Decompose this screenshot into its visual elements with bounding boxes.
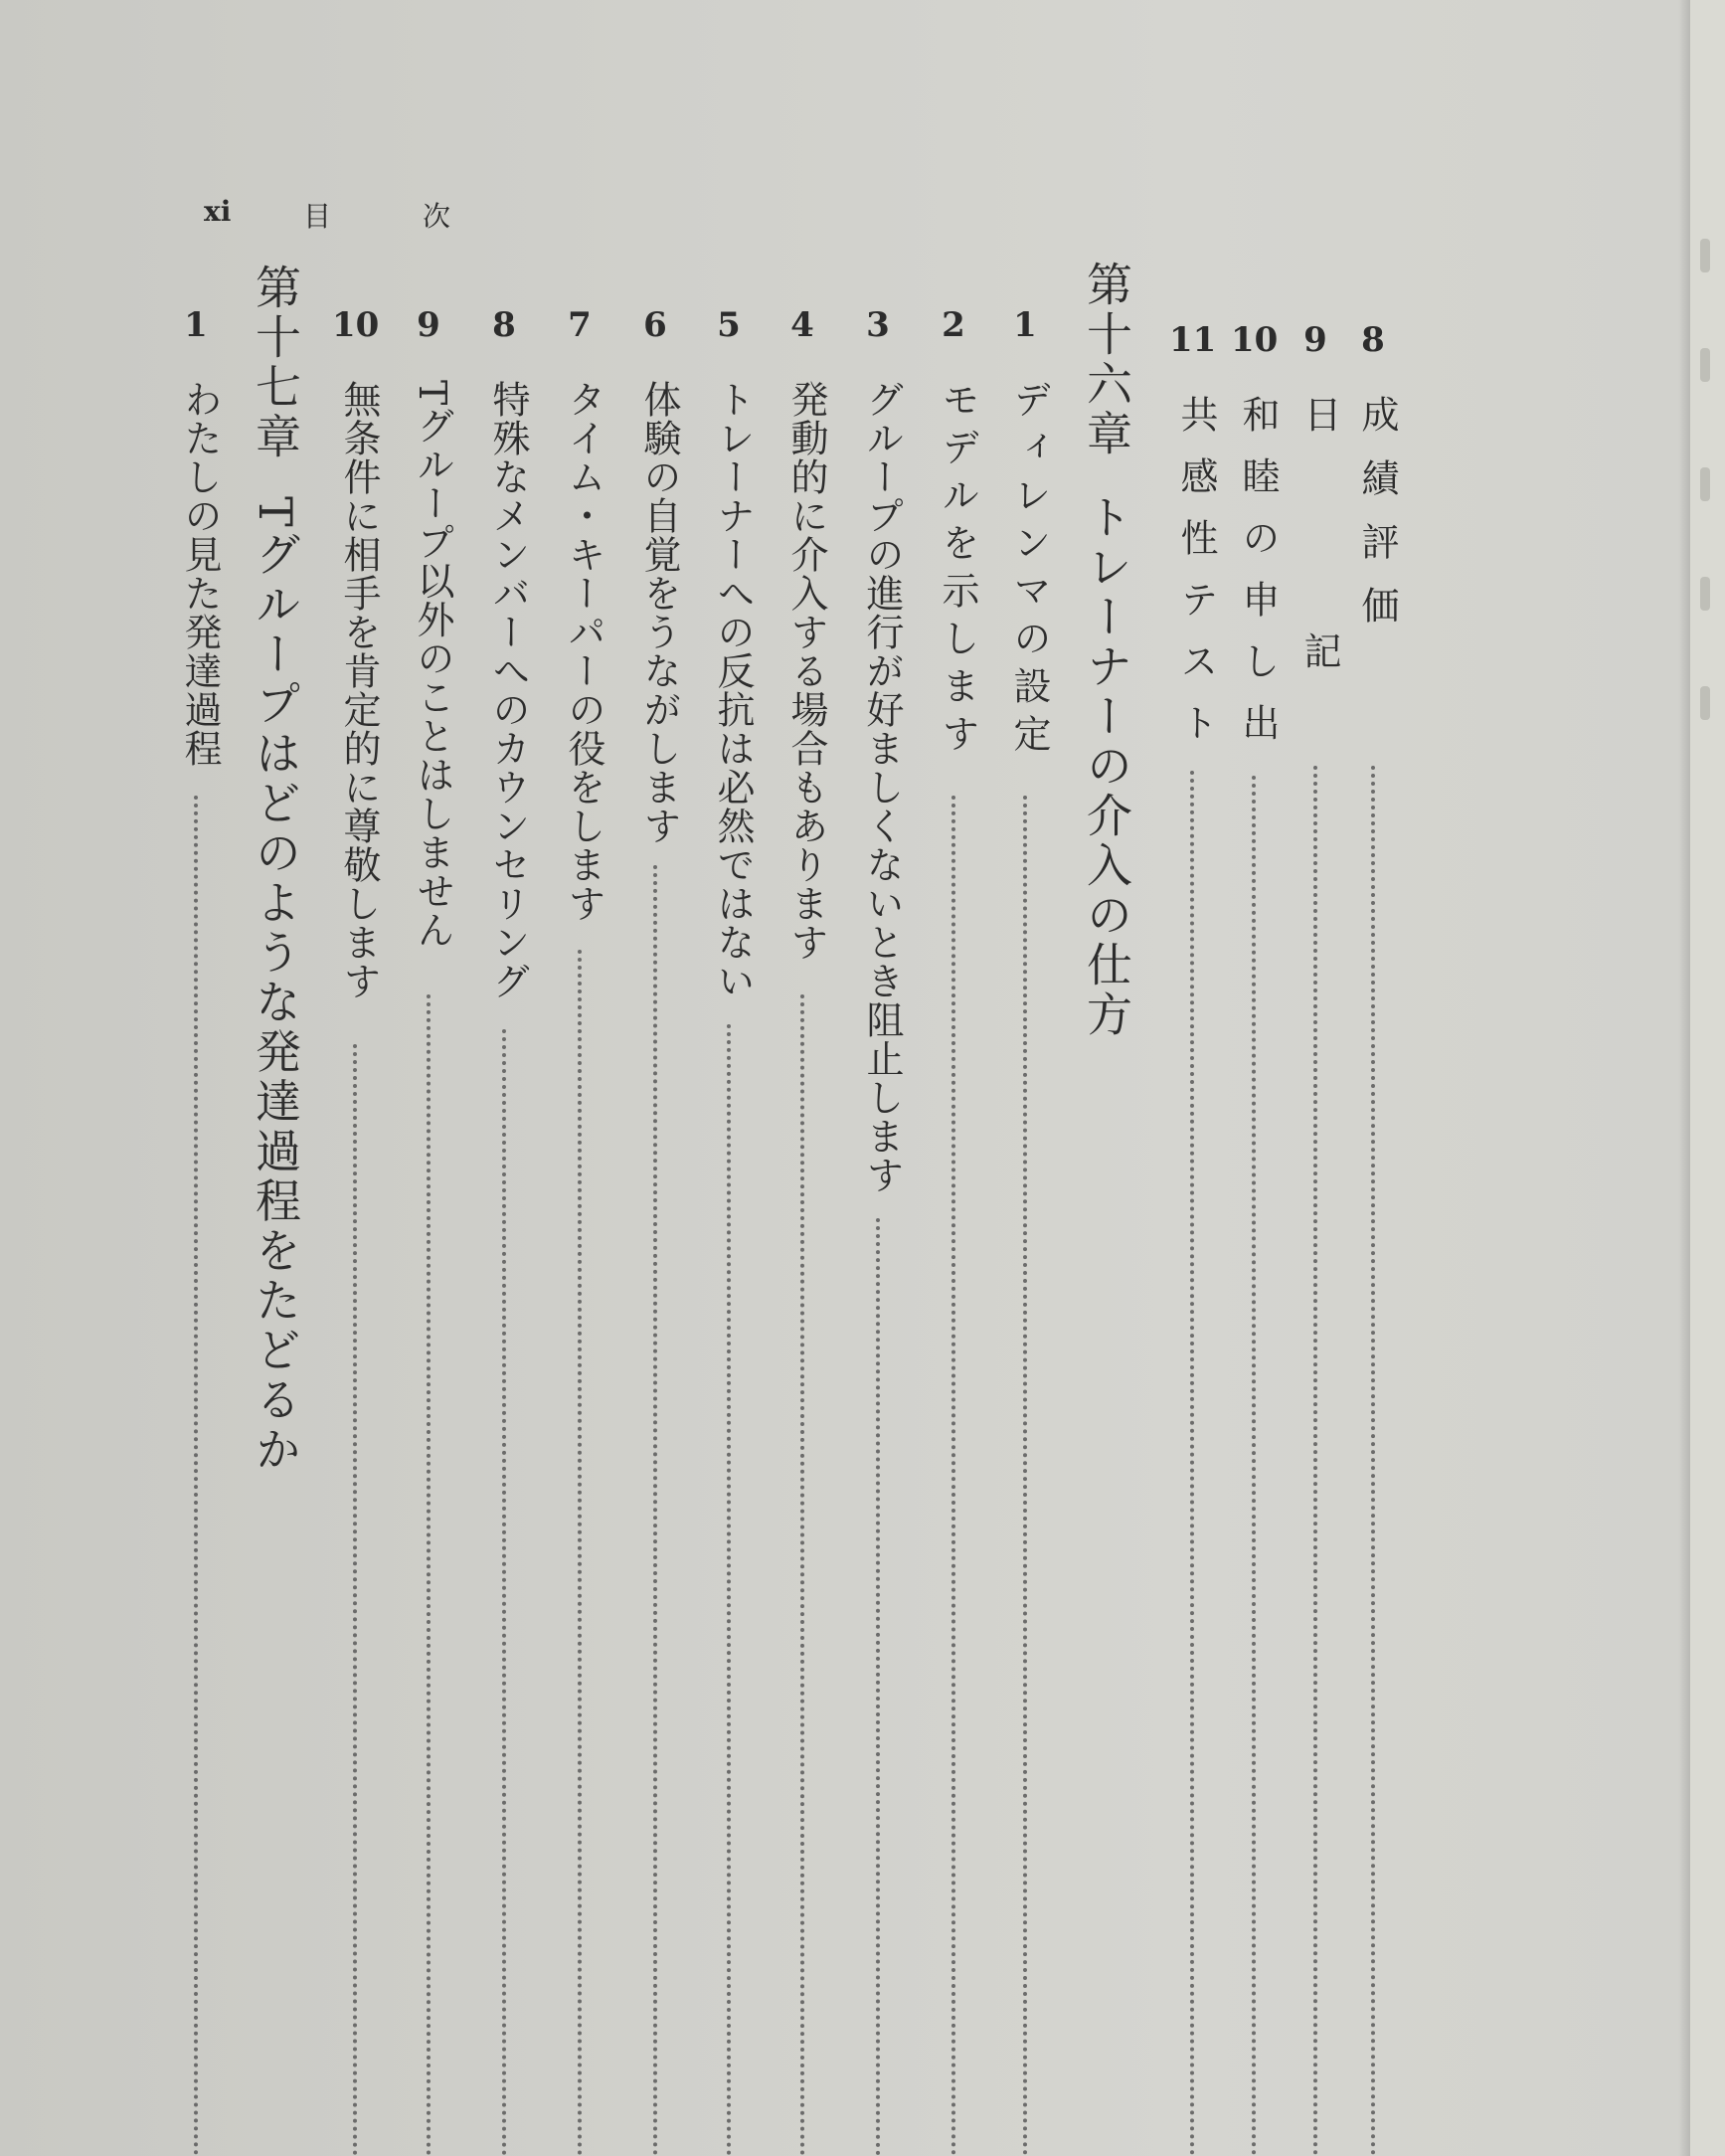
entry-title: 和睦の申し出 [1236, 395, 1280, 765]
entry-title: 体験の自覚をうながします [637, 380, 681, 845]
entry-title: グループの進行が好ましくないとき阻止します [860, 380, 904, 1194]
dot-leader [1371, 766, 1375, 2156]
entry-title: ディレンマの設定 [1007, 380, 1051, 762]
entry-number: 9 [1303, 320, 1327, 360]
entry-title: 日記 [1297, 395, 1341, 868]
dot-leader [353, 1044, 357, 2156]
entry-title: モデルを示します [936, 380, 979, 762]
toc-entry-11[interactable] [1169, 320, 1218, 765]
entry-number: 1 [184, 305, 208, 345]
entry-title: 発動的に介入する場合もあります [784, 380, 828, 962]
dot-leader [800, 994, 804, 2156]
dot-leader [951, 796, 955, 2156]
entry-number: 6 [643, 305, 667, 345]
entry-title: Tグループ以外のことはしません [411, 380, 454, 950]
dot-leader [653, 865, 657, 2156]
chapter-title: トレーナーの介入の仕方 [1080, 493, 1133, 1040]
entry-title: 共感性テスト [1174, 395, 1218, 765]
page-number: xi [204, 195, 232, 228]
dot-leader [1190, 771, 1194, 2156]
toc-entry-10[interactable] [1231, 320, 1280, 765]
entry-number: 11 [1169, 320, 1217, 360]
dot-leader [578, 950, 582, 2156]
dot-leader [427, 994, 431, 2156]
bleed-through-mark [1700, 686, 1710, 720]
entry-number: 10 [1231, 320, 1279, 360]
page-gutter-shadow [1678, 0, 1690, 2156]
toc-entry-9[interactable] [1293, 320, 1341, 868]
dot-leader [502, 1029, 506, 2156]
toc-entry-8[interactable] [1350, 320, 1399, 761]
bleed-through-mark [1700, 348, 1710, 382]
entry-title: 特殊なメンバーへのカウンセリング [486, 380, 530, 1000]
bleed-through-mark [1700, 577, 1710, 611]
entry-number: 7 [568, 305, 592, 345]
dot-leader [1252, 776, 1256, 2156]
entry-number: 1 [1013, 305, 1037, 345]
dot-leader [1023, 796, 1027, 2156]
toc-entry-16-2[interactable] [931, 305, 979, 766]
chapter-title: Tグループはどのような発達過程をたどるか [249, 496, 302, 1476]
entry-number: 9 [417, 305, 440, 345]
toc-entry-16-1[interactable] [1002, 305, 1051, 766]
entry-title: 無条件に相手を肯定的に尊敬します [337, 380, 381, 1000]
chapter-16-heading[interactable] [1080, 261, 1133, 1040]
entry-number: 4 [790, 305, 814, 345]
entry-number: 5 [717, 305, 741, 345]
entry-number: 10 [332, 305, 380, 345]
dot-leader [1313, 766, 1317, 2156]
adjacent-page-edge [1690, 0, 1725, 2156]
entry-number: 8 [492, 305, 516, 345]
entry-number: 8 [1361, 320, 1385, 360]
dot-leader [876, 1218, 880, 2156]
entry-number: 3 [866, 305, 890, 345]
chapter-17-heading[interactable] [249, 264, 302, 1476]
header-title-char-2: 次 [423, 200, 451, 233]
bleed-through-mark [1700, 467, 1710, 501]
chapter-label: 第十六章 [1080, 261, 1133, 459]
entry-title: タイム・キーパーの役をします [562, 380, 605, 923]
entry-number: 2 [942, 305, 965, 345]
entry-title: トレーナーへの反抗は必然ではない [711, 380, 755, 1000]
entry-title: 成績評価 [1355, 395, 1399, 649]
entry-title: わたしの見た発達過程 [178, 380, 222, 768]
header-title-char-1: 目 [303, 200, 332, 233]
chapter-label: 第十七章 [249, 264, 302, 462]
dot-leader [194, 796, 198, 2156]
dot-leader [727, 1024, 731, 2156]
bleed-through-mark [1700, 239, 1710, 272]
